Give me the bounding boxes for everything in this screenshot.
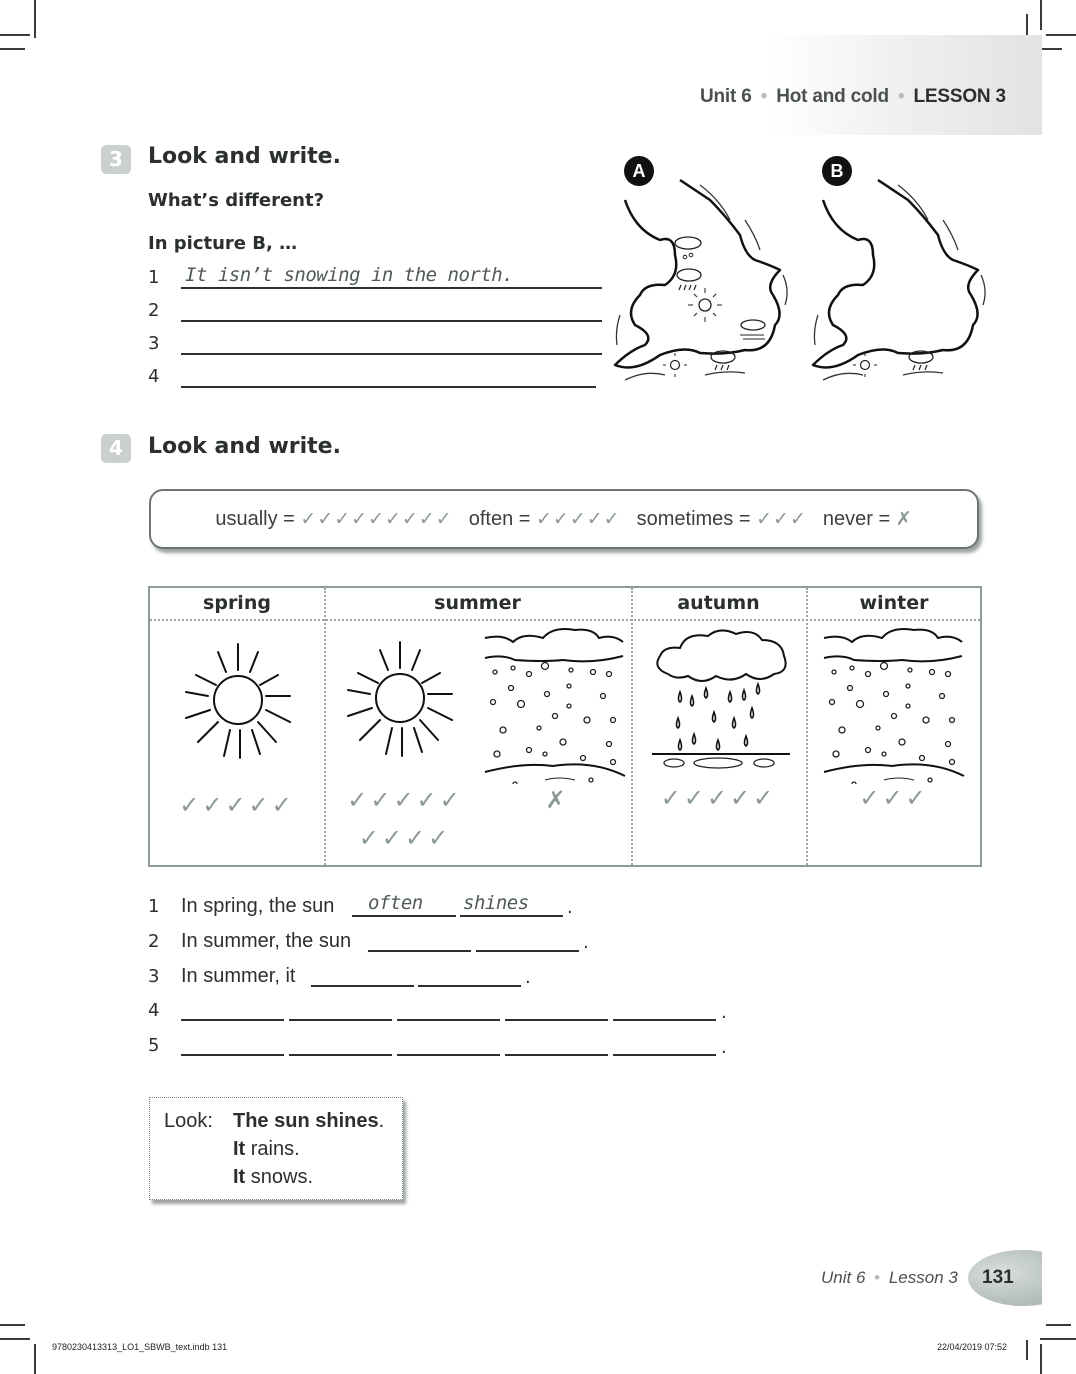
answer-line[interactable] [181,320,602,322]
print-slug-datetime: 22/04/2019 07:52 [937,1342,1008,1352]
answer-blank[interactable] [352,915,456,917]
crop-mark [1040,1338,1076,1340]
sun-icon [663,353,687,377]
answer-blank[interactable] [181,1019,284,1021]
seasons-table [148,586,982,867]
answer-blank[interactable] [181,1054,284,1056]
answer-blank[interactable] [505,1019,608,1021]
answer-blank[interactable] [418,985,521,987]
rain-icon [650,626,792,776]
answer-blank[interactable] [289,1054,392,1056]
key-usually: usually = ✓✓✓✓✓✓✓✓✓ [215,507,453,530]
cross-icon: ✗ [545,786,569,814]
header-topic: Hot and cold [776,86,889,107]
answer-text: often [368,892,423,914]
tick-icons: ✓✓✓✓✓ [536,507,621,530]
answer-blank[interactable] [311,985,414,987]
crop-mark [1040,0,1042,30]
answer-blank[interactable] [613,1019,716,1021]
answer-blank[interactable] [397,1019,500,1021]
answer-line[interactable] [181,353,602,355]
key-sometimes: sometimes = ✓✓✓ [636,507,807,530]
picture-label-b: B [822,156,852,186]
answer-blank[interactable] [505,1054,608,1056]
frequency-key-box [149,489,979,549]
header-band [770,35,1042,135]
example-it-snows: It snows. [233,1166,314,1188]
wind-cloud-icon [740,320,765,339]
period: . [583,932,589,953]
answer-line[interactable] [181,287,602,289]
footer-lesson: Lesson 3 [888,1268,958,1287]
rain-cloud-icon [677,269,701,290]
answer-blank[interactable] [397,1054,500,1056]
sentence-text: In spring, the sun [181,895,335,917]
footer-unit: Unit 6 [821,1268,866,1287]
column-divider [324,588,326,865]
example-it-rains: It rains. [233,1138,300,1160]
print-slug-file: 9780230413313_LO1_SBWB_text.indb 131 [52,1342,228,1352]
key-never: never = ✗ [822,507,913,530]
grammar-look-box [149,1097,403,1200]
exercise-title: Look and write. [148,434,341,459]
snow-cloud-icon [675,237,701,259]
item-number: 1 [148,267,160,288]
sentence-text: In summer, the sun [181,930,352,952]
period: . [567,897,573,918]
item-number: 2 [148,300,160,321]
crop-mark [1046,1324,1071,1326]
map-picture-b [803,175,993,395]
map-picture-a [605,175,795,395]
snow-icon [822,624,966,784]
crop-mark [0,48,25,50]
crop-mark [1046,34,1076,36]
tick-icons: ✓✓✓ [756,507,807,530]
exercise-title: Look and write. [148,144,341,169]
sentence-number: 2 [148,931,160,952]
frequency-ticks: ✓✓✓✓✓ [347,786,463,814]
sentence-number: 5 [148,1035,160,1056]
page-number: 131 [982,1267,1014,1288]
exercise-number-badge: 4 [101,434,131,463]
frequency-ticks: ✓✓✓ [859,784,929,812]
item-number: 3 [148,333,160,354]
separator-dot: • [760,86,768,107]
period: . [721,1002,727,1023]
picture-label-a: A [624,156,654,186]
tick-icons: ✓✓✓✓✓✓✓✓✓ [300,507,453,530]
crop-mark [0,1338,30,1340]
page-header [700,86,1006,108]
column-divider [631,588,633,865]
page-footer [821,1268,958,1288]
exercise-question: What’s different? [148,190,325,211]
header-summer: summer [434,592,521,614]
header-unit: Unit 6 [700,86,752,107]
period: . [721,1037,727,1058]
separator-dot: • [897,86,905,107]
key-often: often = ✓✓✓✓✓ [468,507,621,530]
crop-mark [0,34,30,36]
example-sun-shines: The sun shines. [233,1110,385,1132]
frequency-ticks: ✓✓✓✓✓ [660,784,777,812]
sentence-number: 3 [148,966,160,987]
sun-icon [178,630,298,770]
separator-dot: • [874,1268,881,1287]
item-number: 4 [148,366,160,387]
header-autumn: autumn [677,592,760,614]
snow-icon [483,624,627,784]
answer-text: It isn’t snowing in the north. [185,264,514,286]
sun-icon [688,288,722,322]
crop-mark [34,1344,36,1374]
crop-mark [34,0,36,38]
exercise-prompt: In picture B, … [148,233,298,254]
answer-blank[interactable] [613,1054,716,1056]
frequency-ticks: ✓✓✓✓ [358,824,452,852]
sun-icon [340,628,460,768]
header-lesson: LESSON 3 [913,86,1006,107]
sentence-number: 4 [148,1000,160,1021]
crop-mark [1040,1344,1042,1374]
exercise-number-badge: 3 [101,145,131,174]
answer-line[interactable] [181,386,596,388]
header-spring: spring [203,592,271,614]
answer-blank[interactable] [476,950,579,952]
period: . [525,967,531,988]
sentence-text: In summer, it [181,965,296,987]
look-label: Look: [164,1110,213,1132]
answer-blank[interactable] [368,950,471,952]
cross-icon: ✗ [895,507,913,530]
frequency-ticks: ✓✓✓✓✓ [179,791,295,819]
column-divider [806,588,808,865]
answer-text: shines [463,892,529,914]
answer-blank[interactable] [460,915,563,917]
crop-mark [1026,1340,1028,1360]
answer-blank[interactable] [289,1019,392,1021]
header-winter: winter [859,592,929,614]
sentence-number: 1 [148,896,160,917]
crop-mark [0,1324,25,1326]
